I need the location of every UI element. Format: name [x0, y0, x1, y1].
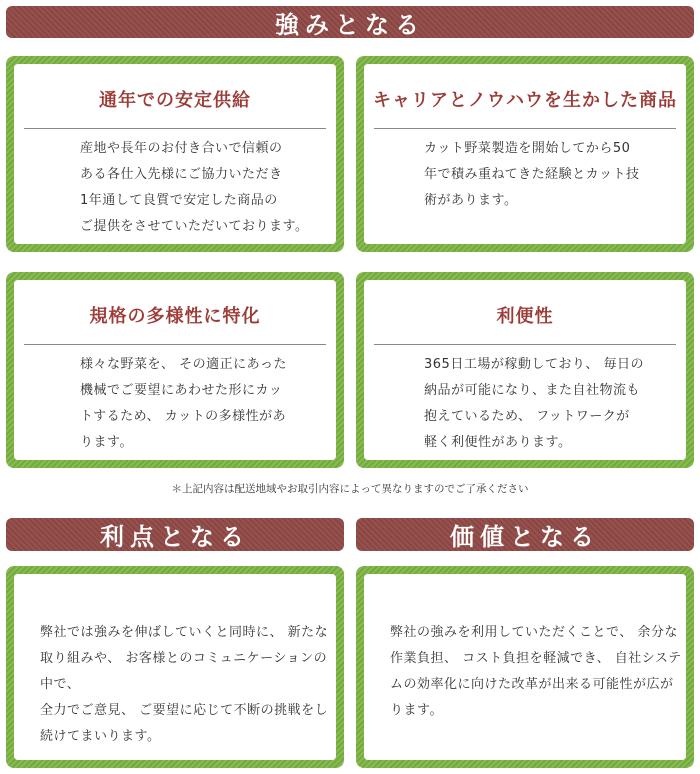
advantages-card [6, 566, 344, 768]
card-inner [364, 574, 686, 760]
card-inner [14, 64, 336, 244]
card-title: 通年での安定供給 [99, 90, 251, 111]
advantages-title: 利点となる [100, 523, 250, 551]
card-inner [14, 574, 336, 760]
value-title: 価値となる [450, 523, 600, 551]
card-body: 産地や長年のお付き合いで信頼の ある各仕入先様にご協力いただき 1年通して良質で安定した商品の ご提供をさせていただいております。 [80, 141, 309, 234]
advantages-banner [6, 518, 344, 551]
card-body: カット野菜製造を開始してから50 年で積み重ねてきた経験とカット技 術があります。 [424, 141, 640, 208]
value-card [356, 566, 694, 768]
card-inner [364, 280, 686, 460]
value-banner [356, 518, 694, 551]
card-divider [374, 128, 676, 129]
value-body: 弊社の強みを利用していただくことで、 余分な 作業負担、 コスト負担を軽減でき、 自社システ ムの効率化に向けた改革が出来る可能性が広が ります。 [390, 625, 682, 718]
card-body: 様々な野菜を、 その適正にあった 機械でご要望にあわせた形にカッ トするため、 カットの多様性があ ります。 [80, 357, 288, 450]
strength-card-career-knowhow [356, 56, 694, 252]
card-title: キャリアとノウハウを生かした商品 [373, 90, 677, 111]
strength-card-stable-supply [6, 56, 344, 252]
card-title: 利便性 [496, 306, 554, 327]
strength-card-convenience [356, 272, 694, 468]
strengths-banner [6, 6, 694, 38]
card-divider [24, 128, 326, 129]
card-divider [374, 344, 676, 345]
disclaimer-note: ＊上記内容は配送地域やお取引内容によって異なりますのでご了承ください [171, 483, 529, 495]
strength-card-diversity [6, 272, 344, 468]
card-inner [364, 64, 686, 244]
strengths-title: 強みとなる [275, 10, 425, 39]
card-inner [14, 280, 336, 460]
card-divider [24, 344, 326, 345]
advantages-body: 弊社では強みを伸ばしていくと同時に、 新たな 取り組みや、 お客様とのコミュニケーションの中で、 全力でご意見、 ご要望に応じて不断の挑戦をし 続けてまいります。 [40, 625, 329, 744]
card-title: 規格の多様性に特化 [89, 306, 261, 327]
card-body: 365日工場が稼動しており、 毎日の 納品が可能になり、また自社物流も 抱えているため、 フットワークが 軽く利便性があります。 [424, 357, 644, 450]
